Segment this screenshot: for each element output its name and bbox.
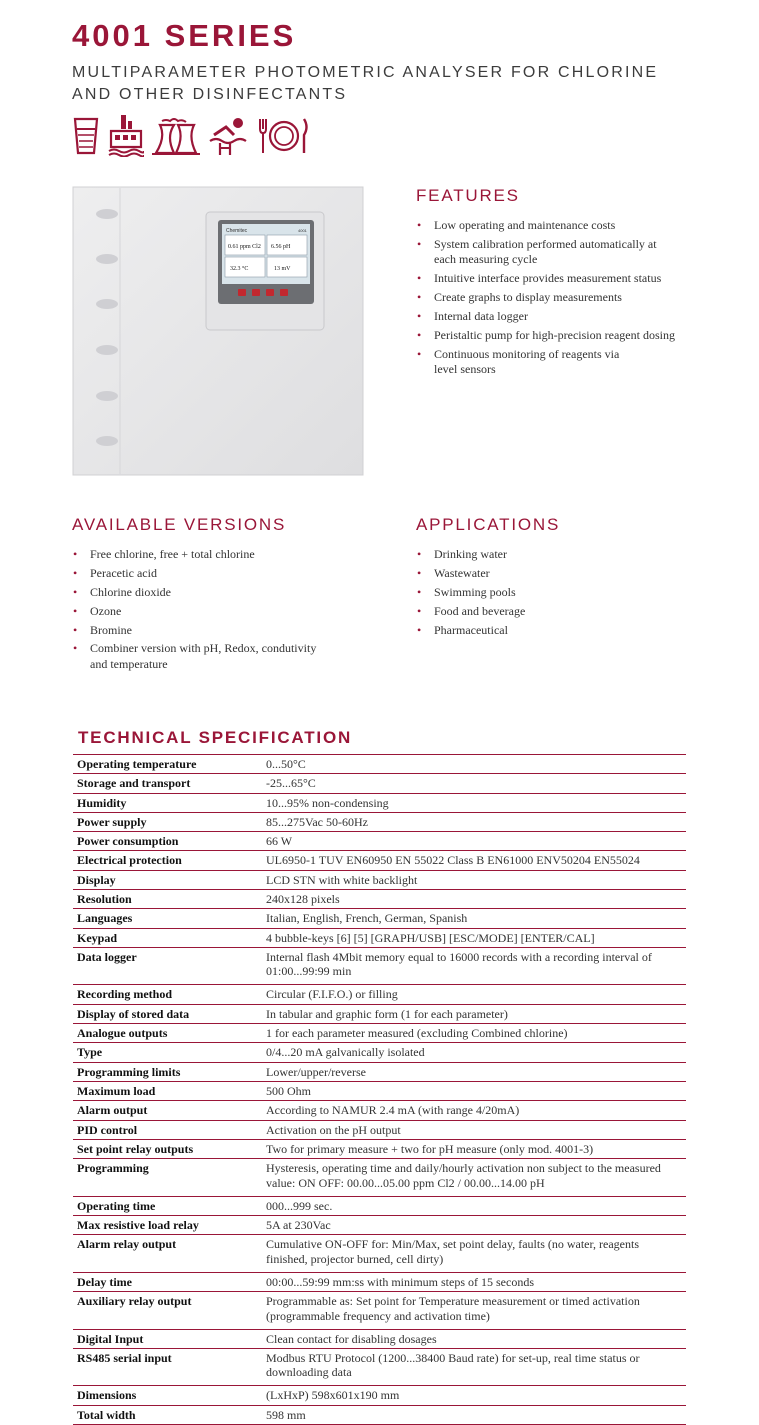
- device-model: 4001: [298, 228, 307, 233]
- spec-value: Clean contact for disabling dosages: [266, 1331, 437, 1346]
- features-list: [416, 218, 706, 381]
- table-row: [73, 1386, 686, 1405]
- spec-value: Lower/upper/reverse: [266, 1064, 366, 1079]
- table-row: [73, 1081, 686, 1100]
- spec-value: 66 W: [266, 834, 293, 849]
- page-subtitle: [72, 62, 712, 106]
- table-row: [73, 1004, 686, 1023]
- list-item: • Peracetic acid: [72, 566, 334, 582]
- spec-label: Operating temperature: [77, 757, 197, 771]
- list-item: • System calibration performed automatically at each measuring cycle: [416, 237, 662, 268]
- applications-list: [416, 547, 696, 641]
- table-row: [73, 1120, 686, 1139]
- list-item: • Low operating and maintenance costs: [416, 218, 706, 234]
- applications-heading: APPLICATIONS: [416, 515, 561, 534]
- spec-value: LCD STN with white backlight: [266, 872, 418, 887]
- spec-label: Power supply: [77, 814, 147, 829]
- table-row: [73, 928, 686, 947]
- table-row: [73, 870, 686, 889]
- versions-heading: AVAILABLE VERSIONS: [72, 515, 287, 534]
- spec-value: Modbus RTU Protocol (1200...38400 Baud rate) for set-up, real time status or downloading data: [266, 1350, 640, 1380]
- spec-value: Two for primary measure + two for pH measure (only mod. 4001-3): [266, 1141, 594, 1156]
- spec-label: Operating time: [77, 1198, 156, 1213]
- spec-value: Activation on the pH output: [266, 1122, 401, 1137]
- spec-label: Maximum load: [77, 1083, 156, 1098]
- spec-label: Languages: [77, 911, 133, 926]
- spec-label: RS485 serial input: [77, 1350, 172, 1365]
- table-row: [73, 985, 686, 1004]
- spec-label: Total width: [77, 1407, 136, 1422]
- table-row: [73, 947, 686, 985]
- list-item: • Wastewater: [416, 566, 696, 582]
- list-item: • Food and beverage: [416, 604, 696, 620]
- spec-label: Power consumption: [77, 834, 179, 849]
- device-cell-1: 0.61 ppm Cl2: [228, 244, 261, 250]
- spec-table: [73, 754, 686, 1425]
- spec-label: Set point relay outputs: [77, 1141, 194, 1156]
- spec-label: Electrical protection: [77, 853, 182, 868]
- list-item: • Intuitive interface provides measurement status: [416, 271, 706, 287]
- spec-label: Humidity: [77, 795, 127, 810]
- application-icons: [72, 113, 310, 157]
- spec-heading: TECHNICAL SPECIFICATION: [78, 728, 353, 747]
- table-row: [73, 755, 686, 774]
- table-row: [73, 812, 686, 831]
- swimming-pool-icon: [208, 113, 248, 157]
- spec-value: 0/4...20 mA galvanically isolated: [266, 1045, 425, 1060]
- table-row: [73, 1292, 686, 1330]
- list-item: • Continuous monitoring of reagents via level sensors: [416, 347, 644, 378]
- spec-value: In tabular and graphic form (1 for each parameter): [266, 1006, 508, 1021]
- versions-list: [72, 547, 334, 676]
- table-row: [73, 1101, 686, 1120]
- spec-value: Circular (F.I.F.O.) or filling: [266, 987, 398, 1002]
- spec-label: Display: [77, 872, 116, 887]
- subtitle-line-1: MULTIPARAMETER PHOTOMETRIC ANALYSER FOR CHLORINE: [72, 64, 659, 81]
- list-item: • Chlorine dioxide: [72, 585, 334, 601]
- spec-value: Internal flash 4Mbit memory equal to 16000 records with a recording interval of 01:00...99:99 min: [266, 949, 652, 979]
- list-item: • Pharmaceutical: [416, 623, 696, 639]
- table-row: [73, 1062, 686, 1081]
- spec-label: PID control: [77, 1122, 138, 1137]
- list-item: • Drinking water: [416, 547, 696, 563]
- device-brand: Chemitec: [226, 228, 248, 234]
- spec-label: Display of stored data: [77, 1006, 190, 1021]
- device-cell-3: 32.3 °C: [230, 266, 249, 272]
- list-item: • Ozone: [72, 604, 334, 620]
- list-item: • Create graphs to display measurements: [416, 290, 706, 306]
- spec-value: 4 bubble-keys [6] [5] [GRAPH/USB] [ESC/MODE] [ENTER/CAL]: [266, 930, 595, 945]
- list-item: • Peristaltic pump for high-precision reagent dosing: [416, 328, 706, 344]
- table-row: [73, 1215, 686, 1234]
- spec-label: Digital Input: [77, 1331, 144, 1346]
- spec-label: Recording method: [77, 987, 172, 1002]
- spec-value: 85...275Vac 50-60Hz: [266, 814, 368, 829]
- spec-value: Cumulative ON-OFF for: Min/Max, set point delay, faults (no water, reagents finished, projector burned, cell dirty): [266, 1237, 640, 1266]
- spec-value: 1 for each parameter measured (excluding Combined chlorine): [266, 1026, 568, 1041]
- table-row: [73, 1235, 686, 1273]
- list-item: • Swimming pools: [416, 585, 696, 601]
- spec-value: 0...50°C: [266, 757, 306, 771]
- spec-value: 240x128 pixels: [266, 892, 340, 907]
- spec-value: 00:00...59:99 mm:ss with minimum steps of 15 seconds: [266, 1274, 535, 1289]
- spec-table-body: [73, 755, 686, 1425]
- spec-value: 10...95% non-condensing: [266, 795, 389, 810]
- spec-value: 5A at 230Vac: [266, 1217, 331, 1232]
- dining-icon: [256, 113, 310, 157]
- drinking-glass-icon: [72, 113, 100, 157]
- list-item: • Free chlorine, free + total chlorine: [72, 547, 334, 563]
- table-row: [73, 1043, 686, 1062]
- table-row: [73, 1196, 686, 1215]
- spec-label: Auxiliary relay output: [77, 1294, 192, 1309]
- spec-value: According to NAMUR 2.4 mA (with range 4/20mA): [266, 1103, 520, 1118]
- table-row: [73, 1159, 686, 1197]
- spec-label: Dimensions: [77, 1388, 137, 1403]
- spec-label: Resolution: [77, 892, 132, 907]
- table-row: [73, 890, 686, 909]
- spec-value: (LxHxP) 598x601x190 mm: [266, 1388, 400, 1403]
- table-row: [73, 909, 686, 928]
- table-row: [73, 1348, 686, 1386]
- spec-value: -25...65°C: [266, 776, 316, 791]
- spec-value: Italian, English, French, German, Spanish: [266, 911, 468, 926]
- spec-value: UL6950-1 TUV EN60950 EN 55022 Class B EN61000 ENV50204 EN55024: [266, 853, 640, 868]
- table-row: [73, 851, 686, 870]
- subtitle-line-2: AND OTHER DISINFECTANTS: [72, 86, 348, 103]
- spec-label: Analogue outputs: [77, 1026, 168, 1041]
- table-row: [73, 774, 686, 793]
- spec-value: 000...999 sec.: [266, 1198, 333, 1213]
- list-item: • Bromine: [72, 623, 334, 639]
- spec-label: Delay time: [77, 1274, 132, 1289]
- features-heading: FEATURES: [416, 186, 520, 205]
- spec-label: Programming: [77, 1161, 149, 1176]
- device-cell-2: 6.56 pH: [271, 244, 291, 250]
- spec-label: Storage and transport: [77, 776, 191, 791]
- table-row: [73, 1272, 686, 1291]
- list-item: • Combiner version with pH, Redox, condutivity and temperature: [72, 641, 334, 672]
- spec-value: Programmable as: Set point for Temperature measurement or timed activation (programmable frequency and activation time): [266, 1294, 640, 1323]
- analyser-device-image: [72, 186, 364, 476]
- spec-label: Keypad: [77, 930, 118, 945]
- spec-label: Max resistive load relay: [77, 1217, 199, 1232]
- cooling-tower-icon: [152, 113, 200, 157]
- spec-label: Alarm relay output: [77, 1237, 177, 1252]
- device-cell-4: 13 mV: [274, 266, 291, 272]
- spec-label: Alarm output: [77, 1103, 148, 1118]
- spec-label: Type: [77, 1045, 103, 1060]
- table-row: [73, 1139, 686, 1158]
- spec-label: Programming limits: [77, 1064, 181, 1079]
- spec-value: Hysteresis, operating time and daily/hourly activation non subject to the measured value: ON OFF: 00.00...05.00 ppm Cl2 / 00.00...14.00 pH: [266, 1161, 661, 1190]
- spec-value: 598 mm: [266, 1407, 306, 1422]
- spec-value: 500 Ohm: [266, 1083, 311, 1098]
- list-item: • Internal data logger: [416, 309, 706, 325]
- table-row: [73, 793, 686, 812]
- table-row: [73, 832, 686, 851]
- factory-icon: [108, 113, 144, 157]
- spec-label: Data logger: [77, 949, 137, 964]
- table-row: [73, 1024, 686, 1043]
- page-title: 4001 SERIES: [72, 18, 297, 53]
- table-row: [73, 1329, 686, 1348]
